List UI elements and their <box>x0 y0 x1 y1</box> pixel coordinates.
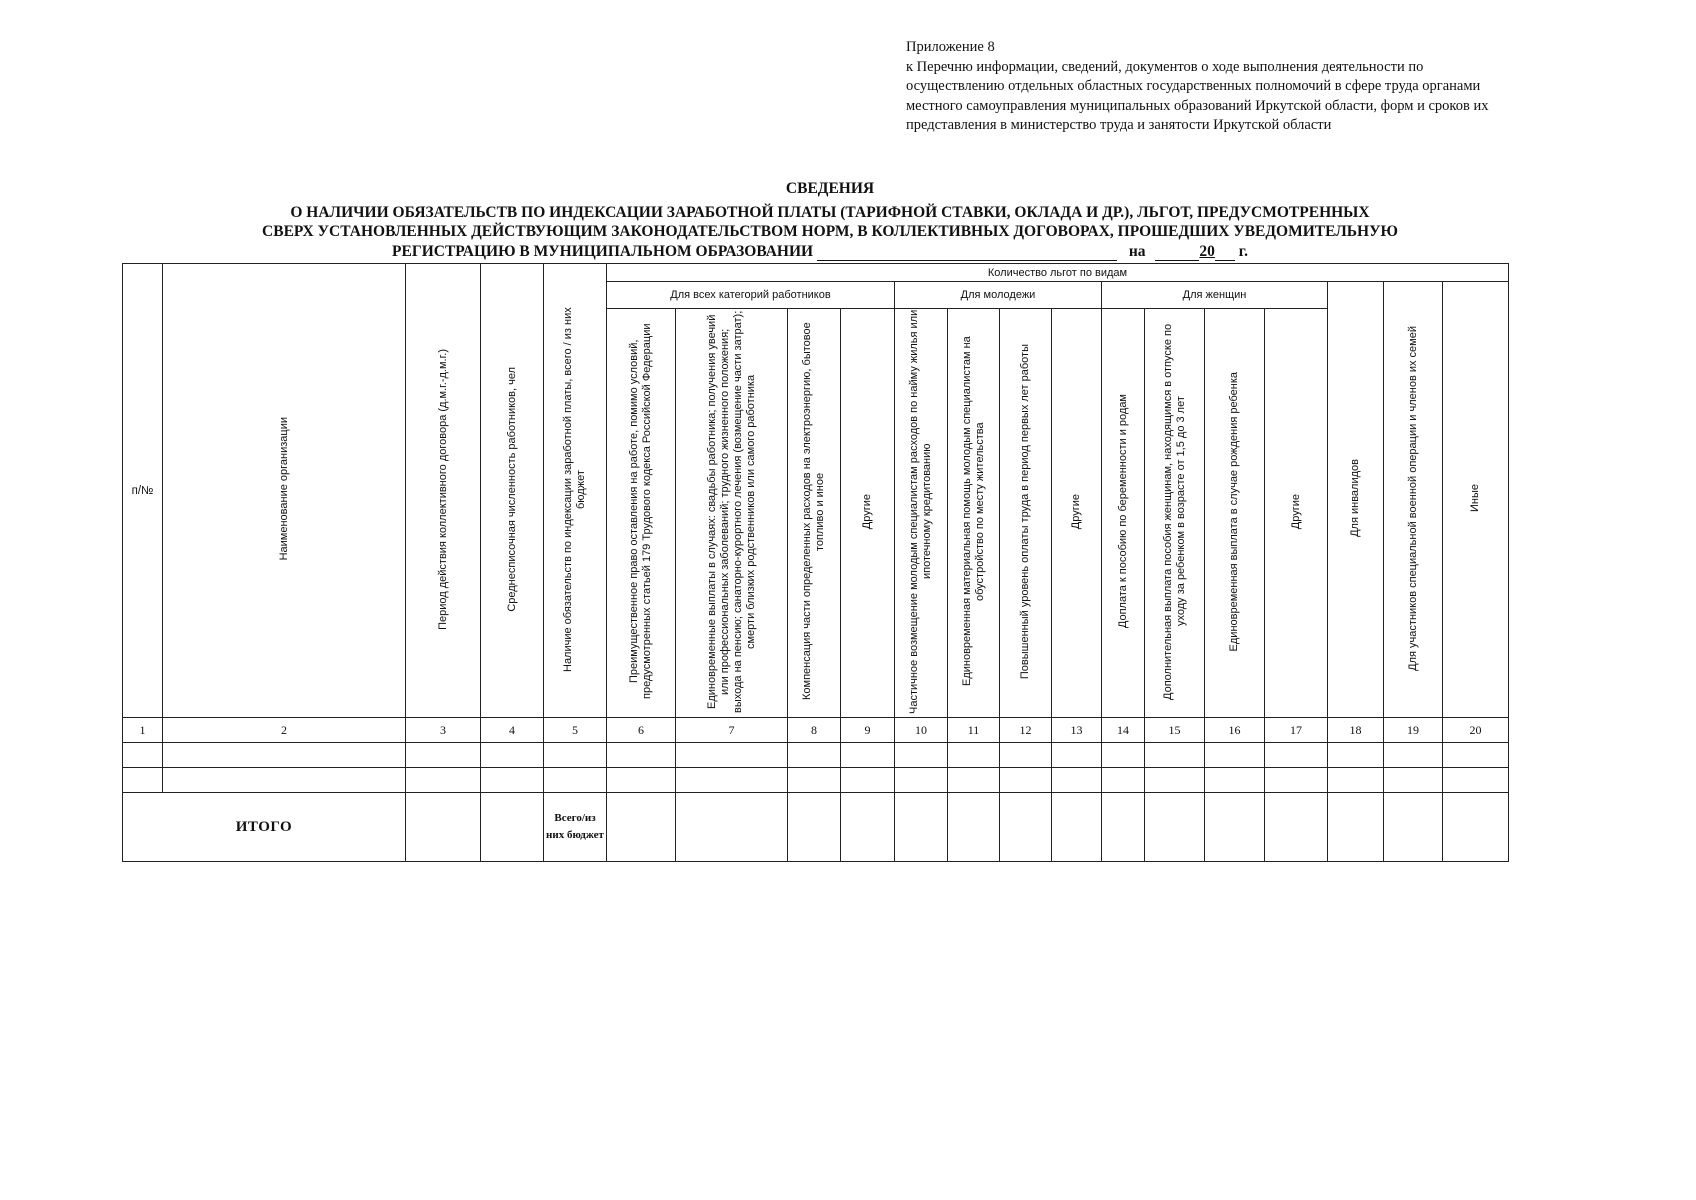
col-number: 8 <box>788 718 841 743</box>
col-number: 1 <box>123 718 163 743</box>
appendix-block <box>906 38 1516 136</box>
col-number: 2 <box>163 718 406 743</box>
col-number: 11 <box>948 718 1000 743</box>
col-number: 10 <box>895 718 948 743</box>
col-number: 15 <box>1145 718 1205 743</box>
col-number: 4 <box>481 718 544 743</box>
group-header-benefits: Количество льгот по видам <box>607 264 1509 282</box>
col-header-15: Дополнительная выплата пособия женщинам, находящимся в отпуске по уходу за ребенком в возрасте от 1,5 до 3 лет <box>1145 309 1205 718</box>
title-line3-on: на <box>1128 243 1146 260</box>
date-blank <box>1155 246 1199 261</box>
col-header-4: Среднесписочная численность работников, чел <box>481 264 544 718</box>
subgroup-all-workers: Для всех категорий работников <box>607 282 895 309</box>
col-number: 17 <box>1265 718 1328 743</box>
col-header-16: Единовременная выплата в случае рождения ребенка <box>1205 309 1265 718</box>
col-header-1: п/№ <box>123 264 163 718</box>
document-title-line-2: СВЕРХ УСТАНОВЛЕННЫХ ДЕЙСТВУЮЩИМ ЗАКОНОДАТЕЛЬСТВОМ НОРМ, В КОЛЛЕКТИВНЫХ ДОГОВОРАХ, ПРОШЕДШИХ УВЕДОМИТЕЛЬНУЮ <box>262 223 1398 240</box>
benefits-table <box>122 263 1509 862</box>
col-number: 7 <box>676 718 788 743</box>
title-line3-year: 20 <box>1199 243 1215 260</box>
subgroup-women: Для женщин <box>1102 282 1328 309</box>
title-line3-prefix: РЕГИСТРАЦИЮ В МУНИЦИПАЛЬНОМ ОБРАЗОВАНИИ <box>392 243 814 260</box>
total-budget-label: Всего/из них бюджет <box>544 793 607 862</box>
col-header-20: Иные <box>1443 282 1509 718</box>
col-header-18: Для инвалидов <box>1328 282 1384 718</box>
col-header-14: Доплата к пособию по беременности и родам <box>1102 309 1145 718</box>
col-number: 9 <box>841 718 895 743</box>
total-row <box>123 793 1509 862</box>
col-number: 14 <box>1102 718 1145 743</box>
col-header-12: Повышенный уровень оплаты труда в период первых лет работы <box>1000 309 1052 718</box>
col-header-6: Преимущественное право оставления на работе, помимо условий, предусмотренных статьей 179 Трудового кодекса Российской Федерации <box>607 309 676 718</box>
col-header-19: Для участников специальной военной операции и членов их семей <box>1384 282 1443 718</box>
col-header-2: Наименование организации <box>163 264 406 718</box>
col-number: 19 <box>1384 718 1443 743</box>
col-header-9: Другие <box>841 309 895 718</box>
col-header-5: Наличие обязательств по индексации заработной платы, всего / из них бюджет <box>544 264 607 718</box>
document-heading: СВЕДЕНИЯ <box>785 180 875 197</box>
col-number: 6 <box>607 718 676 743</box>
col-number: 5 <box>544 718 607 743</box>
column-number-row <box>123 718 1509 743</box>
col-header-13: Другие <box>1052 309 1102 718</box>
table-row <box>123 743 1509 768</box>
total-label: ИТОГО <box>123 793 406 862</box>
appendix-reference: к Перечню информации, сведений, документов о ходе выполнения деятельности по осуществлению отдельных областных государственных полномочий в сфере труда органами местного самоуправления муниципальных образований Иркутской области, форм и сроков их представления в министерство труда и занятости Иркутской области <box>906 58 1489 133</box>
title-line3-suffix: г. <box>1238 243 1248 260</box>
document-title-line-3 <box>370 242 1270 261</box>
header-row-1 <box>123 264 1509 282</box>
col-number: 20 <box>1443 718 1509 743</box>
municipality-blank <box>817 246 1117 261</box>
col-number: 13 <box>1052 718 1102 743</box>
appendix-number: Приложение 8 <box>906 39 995 55</box>
document-title-line-1: О НАЛИЧИИ ОБЯЗАТЕЛЬСТВ ПО ИНДЕКСАЦИИ ЗАРАБОТНОЙ ПЛАТЫ (ТАРИФНОЙ СТАВКИ, ОКЛАДА И ДР.), ЛЬГОТ, ПРЕДУСМОТРЕННЫХ <box>290 204 1370 221</box>
col-header-10: Частичное возмещение молодым специалистам расходов по найму жилья или ипотечному кредитованию <box>895 309 948 718</box>
col-header-3: Период действия коллективного договора (д.м.г.-д.м.г.) <box>406 264 481 718</box>
col-number: 3 <box>406 718 481 743</box>
col-number: 12 <box>1000 718 1052 743</box>
col-header-11: Единовременная материальная помощь молодым специалистам на обустройство по месту жительства <box>948 309 1000 718</box>
col-header-17: Другие <box>1265 309 1328 718</box>
subgroup-youth: Для молодежи <box>895 282 1102 309</box>
year-blank <box>1215 246 1235 261</box>
col-header-8: Компенсация части определенных расходов на электроэнергию, бытовое топливо и иное <box>788 309 841 718</box>
col-number: 18 <box>1328 718 1384 743</box>
col-number: 16 <box>1205 718 1265 743</box>
table-row <box>123 768 1509 793</box>
col-header-7: Единовременные выплаты в случаях: свадьбы работника; получения увечий или профессиональных заболеваний; трудного жизненного положения; выхода на пенсию; санаторно-курортного лечения (возмещение части затрат); смерти близких родственников или самого работника <box>676 309 788 718</box>
